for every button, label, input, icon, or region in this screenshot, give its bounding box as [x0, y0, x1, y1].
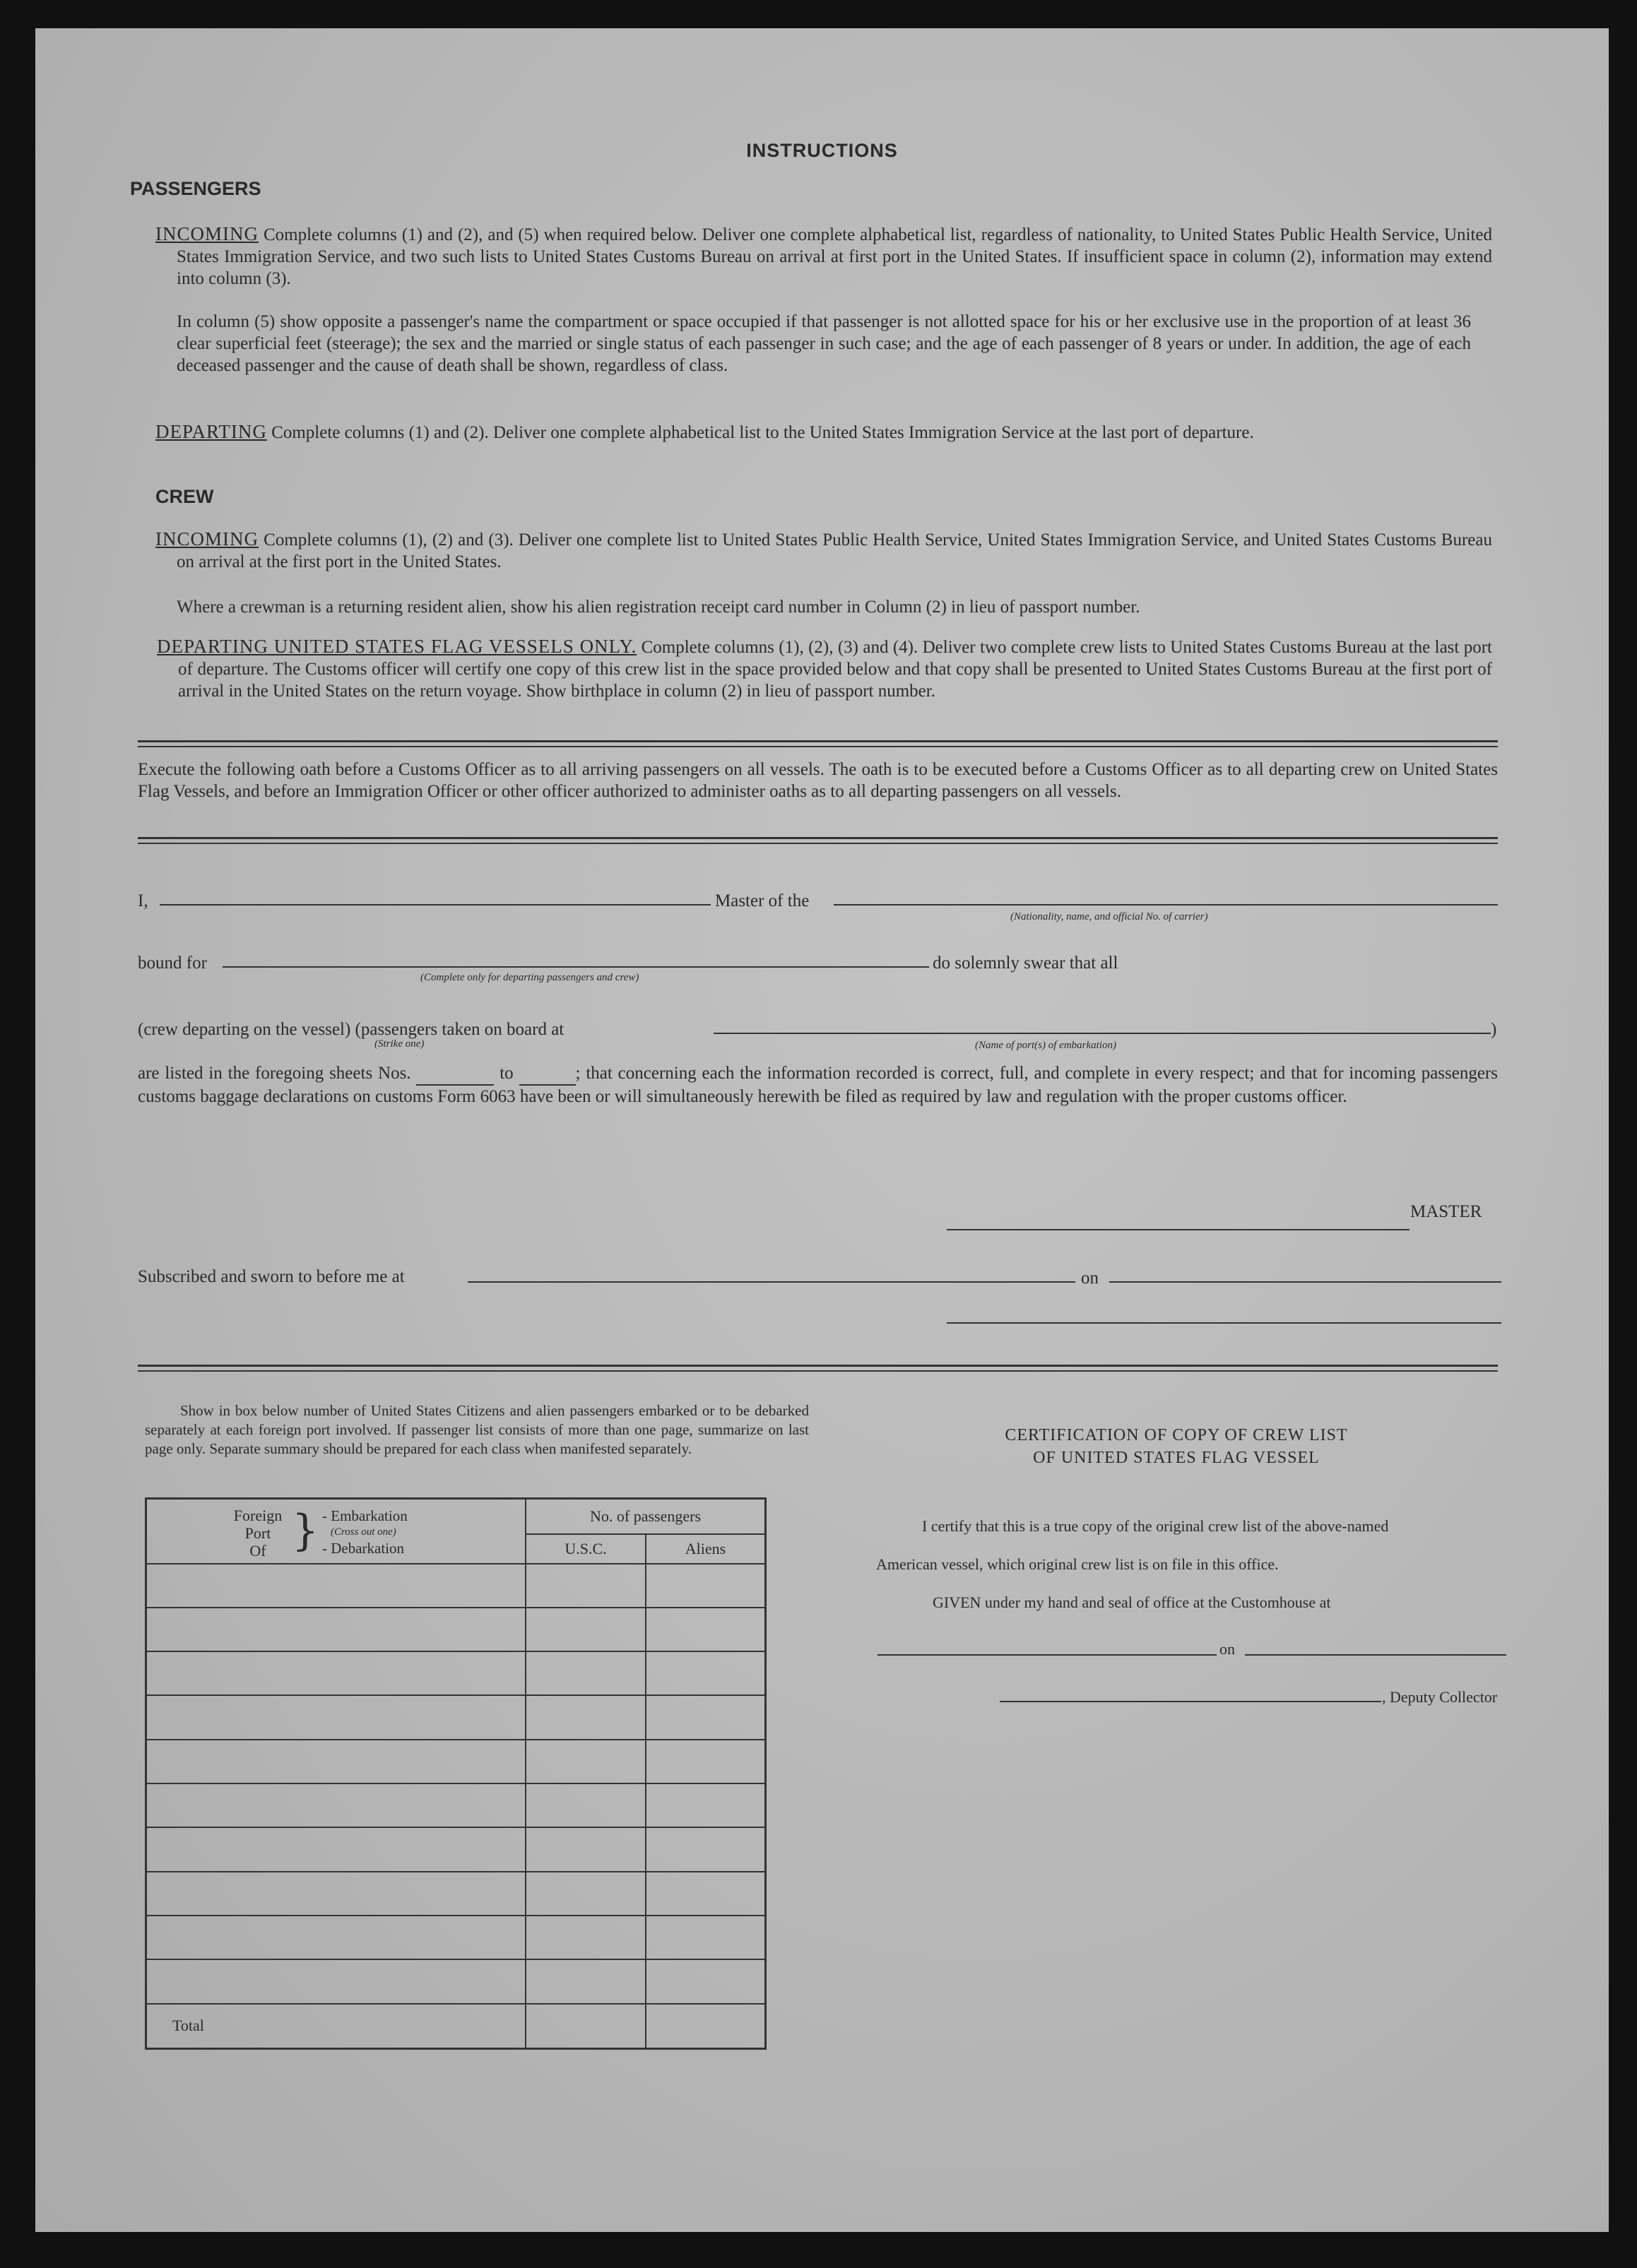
usc-cell[interactable]: [526, 1783, 646, 1827]
port-cell[interactable]: [146, 1695, 526, 1739]
subscribed-label: Subscribed and sworn to before me at: [138, 1267, 405, 1286]
divider: [138, 1365, 1498, 1372]
aliens-cell[interactable]: [646, 1695, 766, 1739]
usc-cell[interactable]: [526, 1740, 646, 1783]
table-row: [146, 1959, 766, 2003]
strike-note: (Strike one): [374, 1038, 425, 1050]
table-row: [146, 1827, 766, 1871]
port-cell[interactable]: [146, 1959, 526, 2003]
subscribed-on-label: on: [1081, 1269, 1099, 1288]
listed-text-2: ; that concerning each the information recorded is correct, full, and complete in every respect; and that for incoming passengers customs baggage declarations on customs Form 6063 have been or will simultaneously herewith be filed as required by law and regulation with the proper customs officer.: [138, 1064, 1498, 1106]
sheet-from-line[interactable]: [416, 1062, 494, 1086]
passengers-heading: PASSENGERS: [130, 178, 261, 199]
master-name-line[interactable]: [160, 904, 711, 906]
subscribed-date-line[interactable]: [1109, 1281, 1501, 1283]
aliens-cell[interactable]: [646, 1564, 766, 1608]
of-label: Of: [249, 1542, 266, 1560]
master-signature-line[interactable]: [947, 1229, 1410, 1230]
crew-departing-label: DEPARTING UNITED STATES FLAG VESSELS ONLY.: [157, 636, 637, 657]
aliens-cell[interactable]: [646, 1608, 766, 1651]
divider: [138, 837, 1498, 844]
usc-cell[interactable]: [526, 1651, 646, 1695]
port-cell[interactable]: [146, 1872, 526, 1916]
aliens-header: Aliens: [646, 1534, 766, 1564]
passengers-departing-text: Complete columns (1) and (2). Deliver one complete alphabetical list to the United States Immigration Service at the last port of departure.: [271, 423, 1254, 442]
summary-instructions: Show in box below number of United States Citizens and alien passengers embarked or to be debarked separately at each foreign port involved. If passenger list consists of more than one page, summarize on last page only. Separate summary should be prepared for each class when manifested separately.: [145, 1402, 809, 1457]
certification-heading: [858, 1424, 1494, 1469]
certify-text: I certify that this is a true copy of the original crew list of the above-named: [922, 1517, 1389, 1535]
bound-for-line[interactable]: [223, 966, 929, 968]
subscribed-place-line[interactable]: [468, 1281, 1075, 1283]
given-text: GIVEN under my hand and seal of office at the Customhouse at: [933, 1593, 1331, 1611]
aliens-cell[interactable]: [646, 1872, 766, 1916]
certification-heading-2: OF UNITED STATES FLAG VESSEL: [1033, 1449, 1320, 1467]
vessel-text: American vessel, which original crew list is on file in this office.: [876, 1555, 1279, 1573]
page-title: INSTRUCTIONS: [746, 140, 898, 161]
aliens-cell[interactable]: [646, 1827, 766, 1871]
port-cell[interactable]: [146, 1827, 526, 1871]
port-label: Port: [244, 1524, 271, 1542]
passenger-summary-table: [145, 1497, 767, 2050]
usc-cell[interactable]: [526, 1872, 646, 1916]
passengers-column5: In column (5) show opposite a passenger's name the compartment or space occupied if that passenger is not allotted space for his or her exclusive use in the proportion of at least 36 clear superficial feet (steerage); the sex and the married or single status of each passenger in such case; and the age of each passenger of 8 years or under. In addition, the age of each deceased passenger and the cause of death shall be shown, regardless of class.: [177, 312, 1471, 375]
table-row: [146, 1651, 766, 1695]
crew-incoming-label: INCOMING: [155, 528, 259, 550]
embark-debark: [322, 1508, 408, 1557]
crew-incoming-text: Complete columns (1), (2) and (3). Deliver one complete list to United States Public Health Service, United States Immigration Service, and United States Customs Bureau on arrival at the first port in the United States.: [177, 530, 1492, 571]
aliens-cell[interactable]: [646, 1651, 766, 1695]
passengers-incoming: [155, 223, 1492, 290]
brace: }: [292, 1506, 319, 1555]
swear-label: do solemnly swear that all: [933, 954, 1118, 973]
listed-paragraph: [138, 1062, 1498, 1108]
oath-intro: Execute the following oath before a Customs Officer as to all arriving passengers on all vessels. The oath is to be executed before a Customs Officer as to all departing crew on United States Flag Vessels, and before an Immigration Officer or other officer authorized to administer oaths as to all departing passengers on all vessels.: [138, 760, 1498, 801]
table-row: [146, 1916, 766, 1959]
debarkation-label: - Debarkation: [322, 1540, 405, 1557]
passengers-incoming-text: Complete columns (1) and (2), and (5) when required below. Deliver one complete alphabetical list, regardless of nationality, to United States Public Health Service, United States Immigration Service, and two such lists to United States Customs Bureau on arrival at first port in the United States. If insufficient space in column (2), information may extend into column (3).: [177, 225, 1493, 288]
deputy-signature-line[interactable]: [1000, 1701, 1381, 1702]
listed-text-1: are listed in the foregoing sheets Nos.: [138, 1064, 411, 1083]
carrier-note: (Nationality, name, and official No. of carrier): [1010, 911, 1208, 922]
table-row: [146, 1564, 766, 1608]
bound-note: (Complete only for departing passengers and crew): [420, 972, 639, 983]
usc-cell[interactable]: [526, 1827, 646, 1871]
total-row: [146, 2004, 766, 2049]
table-row: [146, 1740, 766, 1783]
table-row: [146, 1695, 766, 1739]
officer-signature-line[interactable]: [947, 1322, 1501, 1324]
listed-to: to: [500, 1064, 514, 1083]
sheet-to-line[interactable]: [519, 1062, 576, 1086]
cert-date-line[interactable]: [1245, 1654, 1506, 1656]
aliens-cell[interactable]: [646, 1740, 766, 1783]
usc-cell[interactable]: [526, 1959, 646, 2003]
table-row: [146, 1783, 766, 1827]
passengers-departing: [155, 421, 1492, 444]
port-cell[interactable]: [146, 1783, 526, 1827]
crew-departing-text: Complete columns (1), (2), (3) and (4). Deliver two complete crew lists to United States Customs Bureau at the last port of departure. The Customs officer will certify one copy of this crew list in the space provided below and that copy shall be presented to United States Customs Bureau at the first port of arrival in the United States on the return voyage. Show birthplace in column (2) in lieu of passport number.: [178, 638, 1493, 701]
foreign-port-of: [226, 1507, 290, 1560]
aliens-cell[interactable]: [646, 1916, 766, 1959]
deputy-label: , Deputy Collector: [1382, 1688, 1498, 1706]
passengers-incoming-label: INCOMING: [155, 223, 259, 244]
usc-cell[interactable]: [526, 1695, 646, 1739]
cross-out-note: (Cross out one): [331, 1526, 396, 1538]
port-cell[interactable]: [146, 1740, 526, 1783]
aliens-cell[interactable]: [646, 1783, 766, 1827]
carrier-line[interactable]: [834, 904, 1498, 906]
port-cell[interactable]: [146, 1564, 526, 1608]
aliens-cell[interactable]: [646, 1959, 766, 2003]
total-aliens-cell[interactable]: [646, 2004, 766, 2049]
crew-heading: CREW: [155, 486, 214, 507]
certification-heading-1: CERTIFICATION OF COPY OF CREW LIST: [1005, 1426, 1348, 1444]
master-of-label: Master of the: [715, 891, 810, 910]
crew-departing-label: (crew departing on the vessel) (passengers taken on board at: [138, 1020, 565, 1039]
total-label: Total: [146, 2004, 526, 2049]
crew-departing: [157, 636, 1492, 702]
port-note: (Name of port(s) of embarkation): [975, 1040, 1116, 1051]
usc-cell[interactable]: [526, 1608, 646, 1651]
port-header-cell: [146, 1499, 526, 1564]
port-line[interactable]: [714, 1033, 1491, 1034]
passengers-departing-label: DEPARTING: [155, 421, 267, 442]
table-row: [146, 1872, 766, 1916]
usc-cell[interactable]: [526, 1916, 646, 1959]
table-row: [146, 1608, 766, 1651]
oath-i-label: I,: [138, 891, 148, 910]
crew-alien: Where a crewman is a returning resident alien, show his alien registration receipt card number in Column (2) in lieu of passport number.: [177, 598, 1140, 617]
port-cell[interactable]: [146, 1916, 526, 1959]
usc-cell[interactable]: [526, 1564, 646, 1608]
close-paren: ): [1491, 1020, 1497, 1039]
port-cell[interactable]: [146, 1651, 526, 1695]
divider: [138, 740, 1498, 747]
no-passengers-header: No. of passengers: [526, 1499, 766, 1534]
crew-incoming: [155, 528, 1492, 573]
total-usc-cell[interactable]: [526, 2004, 646, 2049]
usc-header: U.S.C.: [526, 1534, 646, 1564]
customhouse-line[interactable]: [877, 1654, 1217, 1656]
document-page: [35, 28, 1609, 2232]
master-label: MASTER: [1410, 1202, 1482, 1221]
cert-on-label: on: [1219, 1640, 1235, 1658]
embarkation-label: - Embarkation: [322, 1507, 408, 1524]
foreign-label: Foreign: [233, 1507, 283, 1524]
bound-for-label: bound for: [138, 954, 207, 973]
port-cell[interactable]: [146, 1608, 526, 1651]
